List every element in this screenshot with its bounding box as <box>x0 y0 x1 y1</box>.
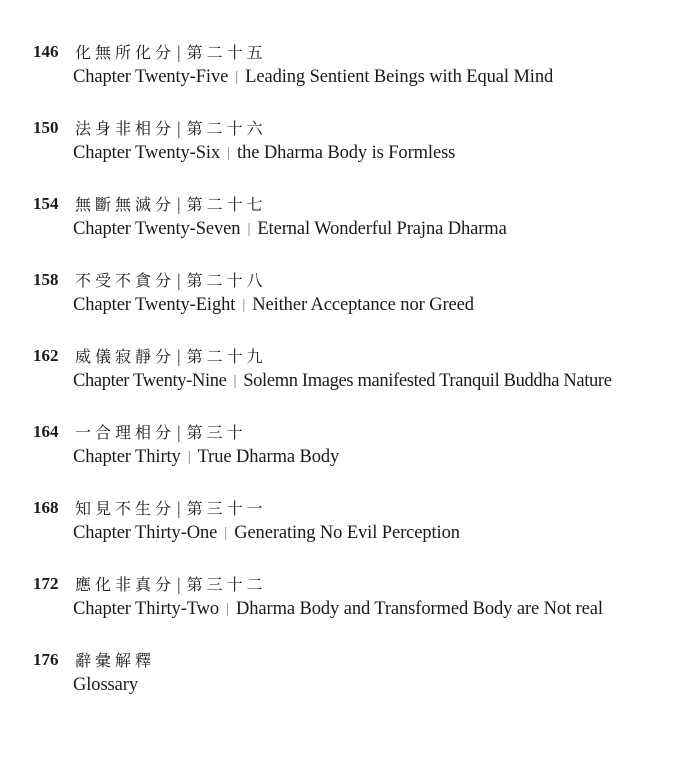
chinese-chapter: 第三十一 <box>186 499 267 518</box>
toc-entry-chapter-29[interactable] <box>0 342 700 418</box>
chinese-heading <box>75 344 267 367</box>
chinese-chapter: 第二十八 <box>186 271 267 290</box>
separator: | <box>187 449 191 465</box>
chinese-chapter: 第二十九 <box>186 347 267 366</box>
page-number: 164 <box>33 422 59 441</box>
toc-entry-glossary[interactable] <box>0 646 700 722</box>
chinese-heading <box>75 192 267 215</box>
separator: | <box>233 373 237 389</box>
toc-entry-chapter-28[interactable] <box>0 266 700 342</box>
english-chapter: Chapter Twenty-Five <box>73 67 229 87</box>
chinese-title: 無斷無滅分 <box>75 195 176 214</box>
chinese-chapter: 第二十五 <box>186 43 267 62</box>
chinese-title: 知見不生分 <box>75 499 176 518</box>
english-heading <box>73 295 474 316</box>
chinese-heading <box>75 572 267 595</box>
english-title: Glossary <box>73 675 138 695</box>
chinese-chapter: 第二十七 <box>186 195 267 214</box>
page-number: 168 <box>33 498 59 517</box>
page-number: 146 <box>33 42 59 61</box>
english-heading <box>73 523 460 544</box>
english-title: Dharma Body and Transformed Body are Not real <box>235 599 603 619</box>
english-chapter: Chapter Thirty-One <box>73 523 218 543</box>
english-title: Solemn Images manifested Tranquil Buddha Nature <box>243 371 612 391</box>
separator: | <box>177 498 181 518</box>
separator: | <box>177 346 181 366</box>
separator: | <box>227 145 231 161</box>
english-chapter: Chapter Thirty-Two <box>73 599 220 619</box>
toc-entry-chapter-25[interactable] <box>0 38 700 114</box>
page-number: 154 <box>33 194 59 213</box>
english-chapter: Chapter Thirty <box>73 447 181 467</box>
chinese-title: 辭彙解釋 <box>75 651 156 670</box>
chinese-heading <box>75 420 247 443</box>
toc-entry-chapter-32[interactable] <box>0 570 700 646</box>
english-title: the Dharma Body is Formless <box>237 143 456 163</box>
separator: | <box>242 297 246 313</box>
english-heading <box>73 371 612 392</box>
english-heading <box>73 143 455 164</box>
chinese-heading <box>75 116 267 139</box>
english-title: Neither Acceptance nor Greed <box>252 295 474 315</box>
toc-entry-chapter-27[interactable] <box>0 190 700 266</box>
toc-entry-chapter-26[interactable] <box>0 114 700 190</box>
separator: | <box>177 270 181 290</box>
separator: | <box>177 422 181 442</box>
chinese-heading <box>75 496 267 519</box>
chinese-heading <box>75 648 155 671</box>
english-chapter: Chapter Twenty-Six <box>73 143 221 163</box>
chinese-title: 不受不貪分 <box>75 271 176 290</box>
page-number: 176 <box>33 650 59 669</box>
english-title: True Dharma Body <box>197 447 340 467</box>
chinese-title: 一合理相分 <box>75 423 176 442</box>
table-of-contents <box>0 38 700 722</box>
english-title: Leading Sentient Beings with Equal Mind <box>245 67 554 87</box>
english-chapter: Chapter Twenty-Eight <box>73 295 236 315</box>
separator: | <box>224 525 228 541</box>
chinese-title: 法身非相分 <box>75 119 176 138</box>
page-number: 150 <box>33 118 59 137</box>
english-heading <box>73 447 339 468</box>
chinese-title: 威儀寂靜分 <box>75 347 176 366</box>
english-heading <box>73 599 603 620</box>
english-heading <box>73 219 507 240</box>
chinese-chapter: 第三十二 <box>186 575 267 594</box>
chinese-chapter: 第二十六 <box>186 119 267 138</box>
separator: | <box>177 42 181 62</box>
chinese-heading <box>75 268 267 291</box>
page-number: 158 <box>33 270 59 289</box>
page-number: 172 <box>33 574 59 593</box>
chinese-title: 應化非真分 <box>75 575 176 594</box>
english-heading <box>73 675 138 696</box>
separator: | <box>177 118 181 138</box>
english-title: Generating No Evil Perception <box>234 523 460 543</box>
separator: | <box>226 601 229 617</box>
separator: | <box>177 194 181 214</box>
chinese-chapter: 第三十 <box>186 423 247 442</box>
english-heading <box>73 67 553 88</box>
toc-entry-chapter-31[interactable] <box>0 494 700 570</box>
english-chapter: Chapter Twenty-Seven <box>73 219 241 239</box>
chinese-title: 化無所化分 <box>75 43 176 62</box>
english-chapter: Chapter Twenty-Nine <box>73 371 227 391</box>
separator: | <box>177 574 181 594</box>
separator: | <box>235 69 239 85</box>
separator: | <box>247 221 251 237</box>
page-number: 162 <box>33 346 59 365</box>
chinese-heading <box>75 40 267 63</box>
toc-entry-chapter-30[interactable] <box>0 418 700 494</box>
english-title: Eternal Wonderful Prajna Dharma <box>257 219 507 239</box>
